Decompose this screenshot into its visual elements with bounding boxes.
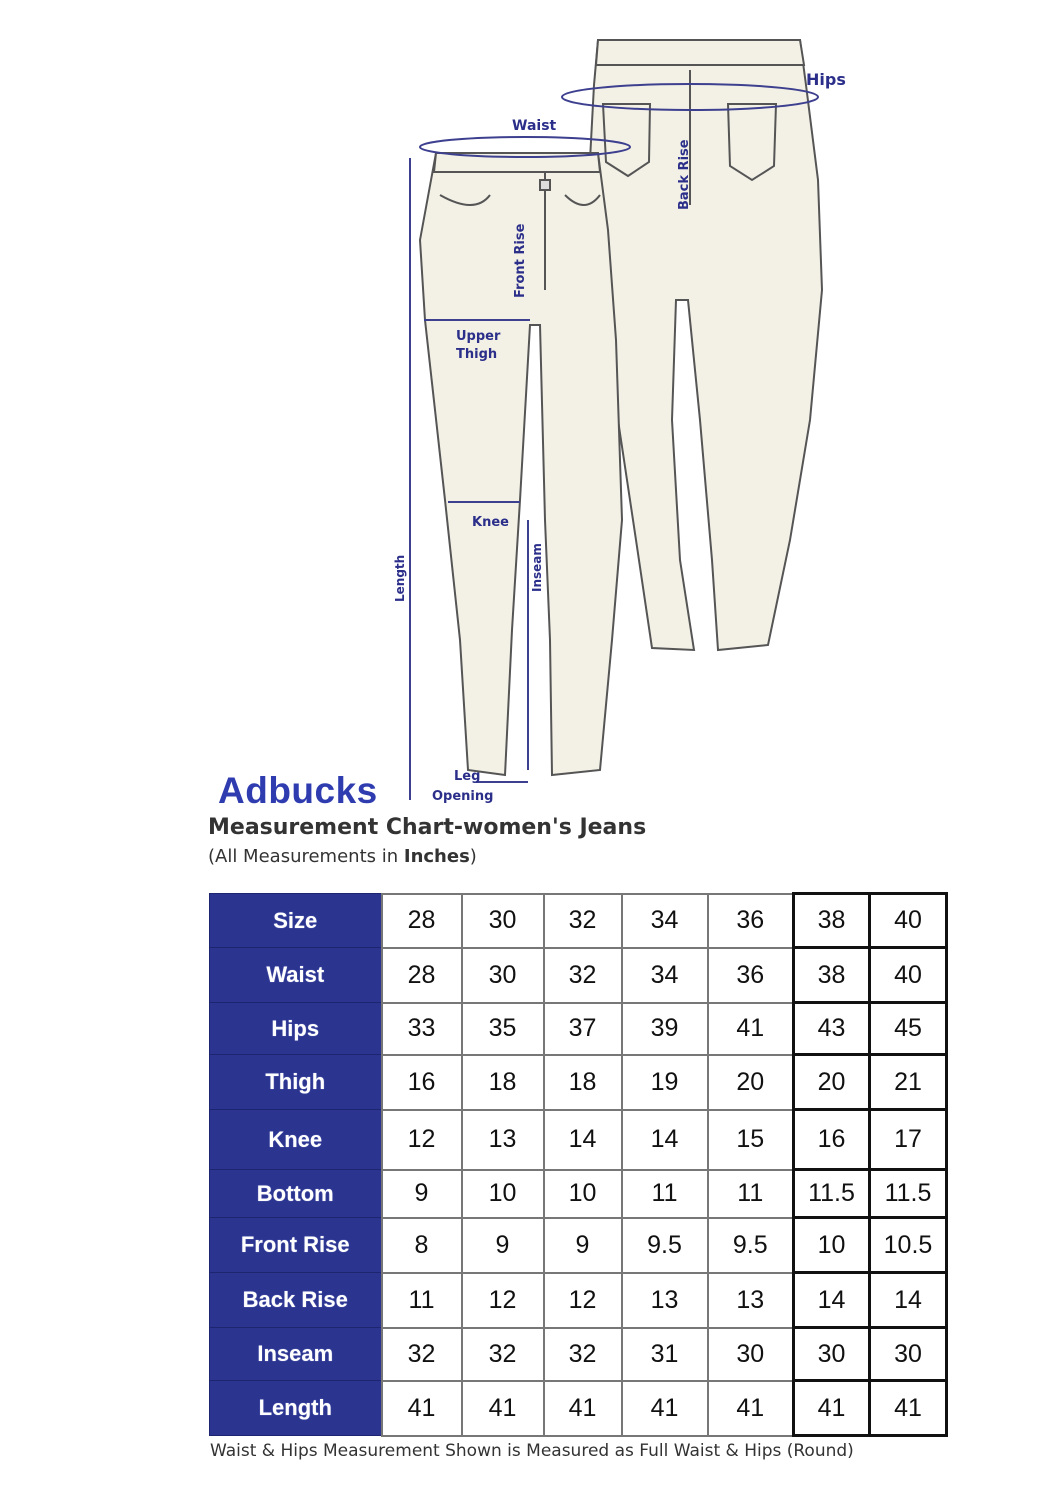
table-cell: 41	[870, 1381, 947, 1436]
table-cell: 16	[382, 1055, 462, 1110]
row-header: Waist	[210, 948, 382, 1003]
label-inseam: Inseam	[530, 543, 544, 592]
table-cell: 21	[870, 1055, 947, 1110]
table-cell: 10	[544, 1170, 622, 1218]
jeans-back-view	[590, 40, 822, 650]
table-cell: 35	[462, 1003, 544, 1055]
table-cell: 16	[794, 1110, 870, 1170]
table-cell: 38	[794, 894, 870, 948]
subtitle-unit: Inches	[403, 846, 470, 867]
table-cell: 14	[544, 1110, 622, 1170]
row-header: Bottom	[210, 1170, 382, 1218]
row-header: Hips	[210, 1003, 382, 1055]
table-row	[210, 894, 947, 948]
table-cell: 9	[382, 1170, 462, 1218]
subtitle-suffix: )	[469, 846, 477, 867]
table-cell: 37	[544, 1003, 622, 1055]
table-cell: 20	[708, 1055, 794, 1110]
table-cell: 34	[622, 894, 708, 948]
chart-subtitle	[208, 846, 477, 867]
row-header: Length	[210, 1381, 382, 1436]
label-front-rise: Front Rise	[513, 223, 528, 298]
table-cell: 18	[462, 1055, 544, 1110]
table-cell: 31	[622, 1328, 708, 1381]
table-cell: 34	[622, 948, 708, 1003]
table-cell: 30	[462, 894, 544, 948]
table-row	[210, 1170, 947, 1218]
table-cell: 8	[382, 1218, 462, 1273]
table-cell: 12	[544, 1273, 622, 1328]
table-cell: 32	[544, 948, 622, 1003]
table-cell: 15	[708, 1110, 794, 1170]
table-cell: 41	[544, 1381, 622, 1436]
table-cell: 43	[794, 1003, 870, 1055]
table-cell: 32	[544, 894, 622, 948]
row-header: Front Rise	[210, 1218, 382, 1273]
table-cell: 33	[382, 1003, 462, 1055]
label-hips: Hips	[806, 70, 846, 89]
table-cell: 32	[544, 1328, 622, 1381]
table-cell: 9.5	[708, 1218, 794, 1273]
table-cell: 19	[622, 1055, 708, 1110]
table-row	[210, 1055, 947, 1110]
table-cell: 36	[708, 948, 794, 1003]
table-cell: 18	[544, 1055, 622, 1110]
table-cell: 41	[708, 1381, 794, 1436]
table-cell: 13	[622, 1273, 708, 1328]
table-cell: 14	[622, 1110, 708, 1170]
table-cell: 32	[382, 1328, 462, 1381]
table-row	[210, 948, 947, 1003]
table-cell: 41	[382, 1381, 462, 1436]
table-row	[210, 1381, 947, 1436]
label-leg-opening-line2: Opening	[432, 789, 494, 804]
table-cell: 13	[462, 1110, 544, 1170]
table-cell: 28	[382, 894, 462, 948]
table-cell: 41	[708, 1003, 794, 1055]
label-leg-opening-line1: Leg	[454, 769, 481, 784]
table-cell: 12	[382, 1110, 462, 1170]
table-cell: 38	[794, 948, 870, 1003]
table-cell: 11.5	[794, 1170, 870, 1218]
footnote: Waist & Hips Measurement Shown is Measured as Full Waist & Hips (Round)	[210, 1441, 854, 1461]
table-cell: 30	[794, 1328, 870, 1381]
table-cell: 32	[462, 1328, 544, 1381]
label-length: Length	[393, 554, 407, 602]
table-cell: 30	[462, 948, 544, 1003]
table-cell: 11	[382, 1273, 462, 1328]
table-cell: 17	[870, 1110, 947, 1170]
row-header: Thigh	[210, 1055, 382, 1110]
table-row	[210, 1003, 947, 1055]
table-cell: 9	[462, 1218, 544, 1273]
table-cell: 10	[462, 1170, 544, 1218]
label-waist: Waist	[512, 118, 557, 134]
table-cell: 10	[794, 1218, 870, 1273]
table-cell: 28	[382, 948, 462, 1003]
table-cell: 13	[708, 1273, 794, 1328]
table-cell: 12	[462, 1273, 544, 1328]
table-cell: 40	[870, 894, 947, 948]
table-cell: 11	[622, 1170, 708, 1218]
label-upper-thigh-line1: Upper	[456, 329, 501, 344]
table-row	[210, 1110, 947, 1170]
label-back-rise: Back Rise	[677, 139, 692, 210]
table-cell: 11.5	[870, 1170, 947, 1218]
label-knee: Knee	[472, 515, 509, 530]
table-cell: 30	[708, 1328, 794, 1381]
table-cell: 41	[794, 1381, 870, 1436]
table-cell: 10.5	[870, 1218, 947, 1273]
table-cell: 40	[870, 948, 947, 1003]
table-cell: 11	[708, 1170, 794, 1218]
table-cell: 14	[870, 1273, 947, 1328]
table-cell: 39	[622, 1003, 708, 1055]
table-cell: 41	[462, 1381, 544, 1436]
row-header: Size	[210, 894, 382, 948]
table-cell: 30	[870, 1328, 947, 1381]
table-cell: 9.5	[622, 1218, 708, 1273]
table-row	[210, 1328, 947, 1381]
table-cell: 14	[794, 1273, 870, 1328]
size-chart-table	[209, 892, 948, 1437]
table-cell: 36	[708, 894, 794, 948]
subtitle-prefix: (All Measurements in	[208, 846, 404, 867]
table-row	[210, 1273, 947, 1328]
row-header: Knee	[210, 1110, 382, 1170]
label-upper-thigh-line2: Thigh	[456, 347, 498, 362]
table-cell: 20	[794, 1055, 870, 1110]
brand-name: Adbucks	[218, 770, 378, 811]
table-cell: 45	[870, 1003, 947, 1055]
table-cell: 41	[622, 1381, 708, 1436]
row-header: Inseam	[210, 1328, 382, 1381]
table-row	[210, 1218, 947, 1273]
chart-title: Measurement Chart-women's Jeans	[208, 815, 647, 840]
row-header: Back Rise	[210, 1273, 382, 1328]
table-cell: 9	[544, 1218, 622, 1273]
